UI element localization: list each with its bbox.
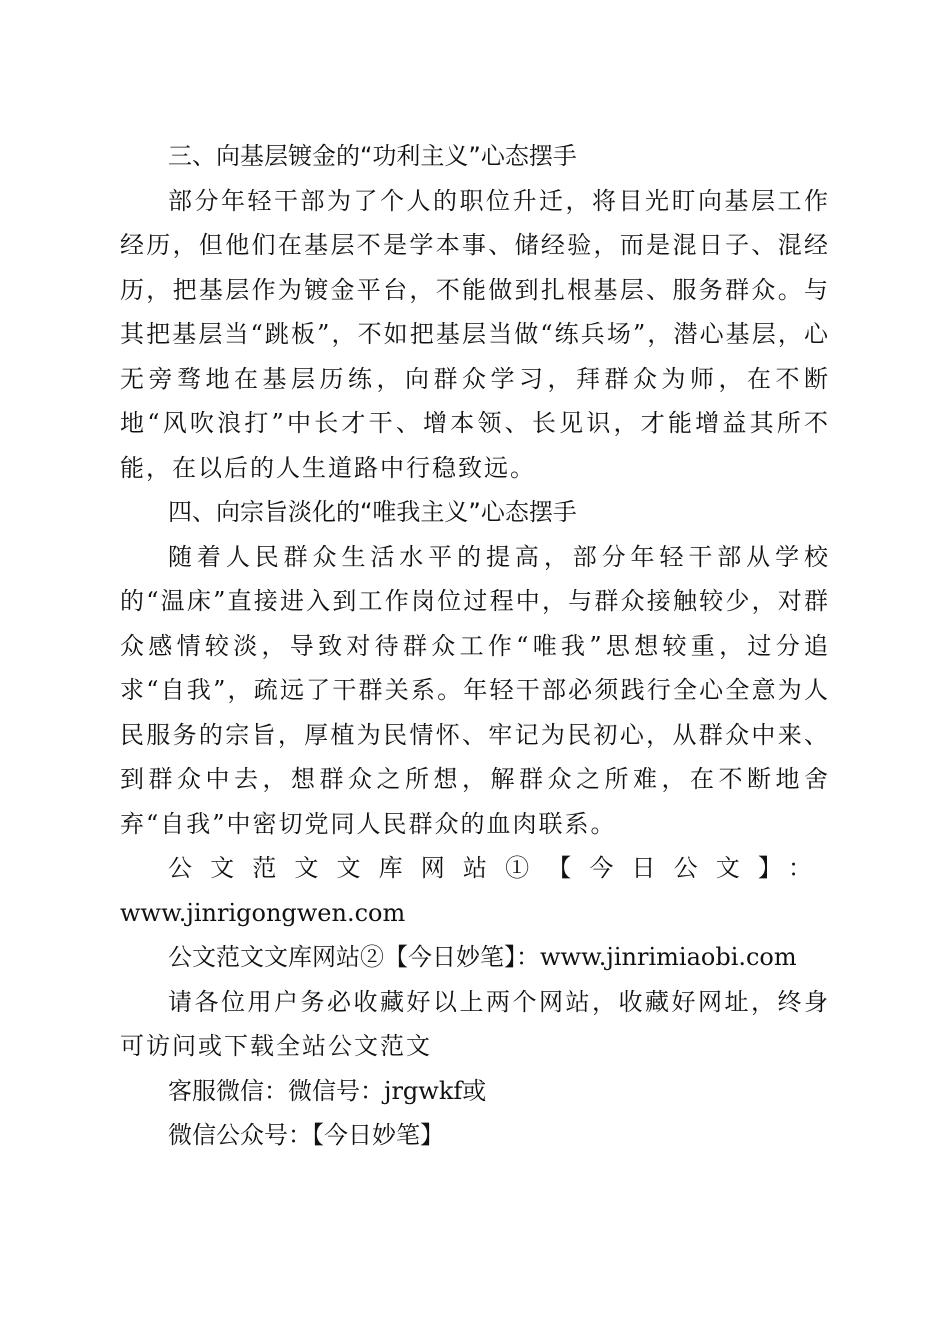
wechat-label: 客服微信：微信号：: [168, 1076, 384, 1105]
document-body: [120, 134, 830, 1158]
site2-line: [120, 935, 830, 980]
site1-url: www.jinrigongwen.com: [120, 898, 406, 927]
section-heading-3: 三、向基层镀金的“功利主义”心态摆手: [168, 142, 577, 170]
bookmark-notice: 请各位用户务必收藏好以上两个网站，收藏好网址，终身可访问或下载全站公文范文: [120, 987, 830, 1060]
site1-line: [120, 846, 830, 935]
section-paragraph-3: 部分年轻干部为了个人的职位升迁，将目光盯向基层工作经历，但他们在基层不是学本事、储经验，而是混日子、混经历，把基层作为镀金平台，不能做到扎根基层、服务群众。与其把基层当“跳板”，不如把基层当做“练兵场”，潜心基层，心无旁骛地在基层历练，向群众学习，拜群众为师，在不断地“风吹浪打”中长才干、增本领、长见识，才能增益其所不能，在以后的人生道路中行稳致远。: [120, 186, 830, 482]
section-paragraph-4: 随着人民群众生活水平的提高，部分年轻干部从学校的“温床”直接进入到工作岗位过程中，与群众接触较少，对群众感情较淡，导致对待群众工作“唯我”思想较重，过分追求“自我”，疏远了干群关系。年轻干部必须践行全心全意为人民服务的宗旨，厚植为民情怀、牢记为民初心，从群众中来、到群众中去，想群众之所想，解群众之所难，在不断地舍弃“自我”中密切党同人民群众的血肉联系。: [120, 542, 830, 838]
site1-label: 公文范文文库网站①【今日公文】：: [168, 854, 830, 882]
section-heading-4: 四、向宗旨淡化的“唯我主义”心态摆手: [168, 498, 577, 526]
wechat-or: 或: [462, 1076, 487, 1105]
site2-url: www.jinrimiaobi.com: [540, 943, 797, 971]
site2-label: 公文范文文库网站②【今日妙笔】：: [168, 943, 540, 971]
wechat-id: jrgwkf: [384, 1076, 463, 1105]
official-account-line: 微信公众号：【今日妙笔】: [168, 1121, 444, 1149]
wechat-line: [120, 1069, 830, 1114]
